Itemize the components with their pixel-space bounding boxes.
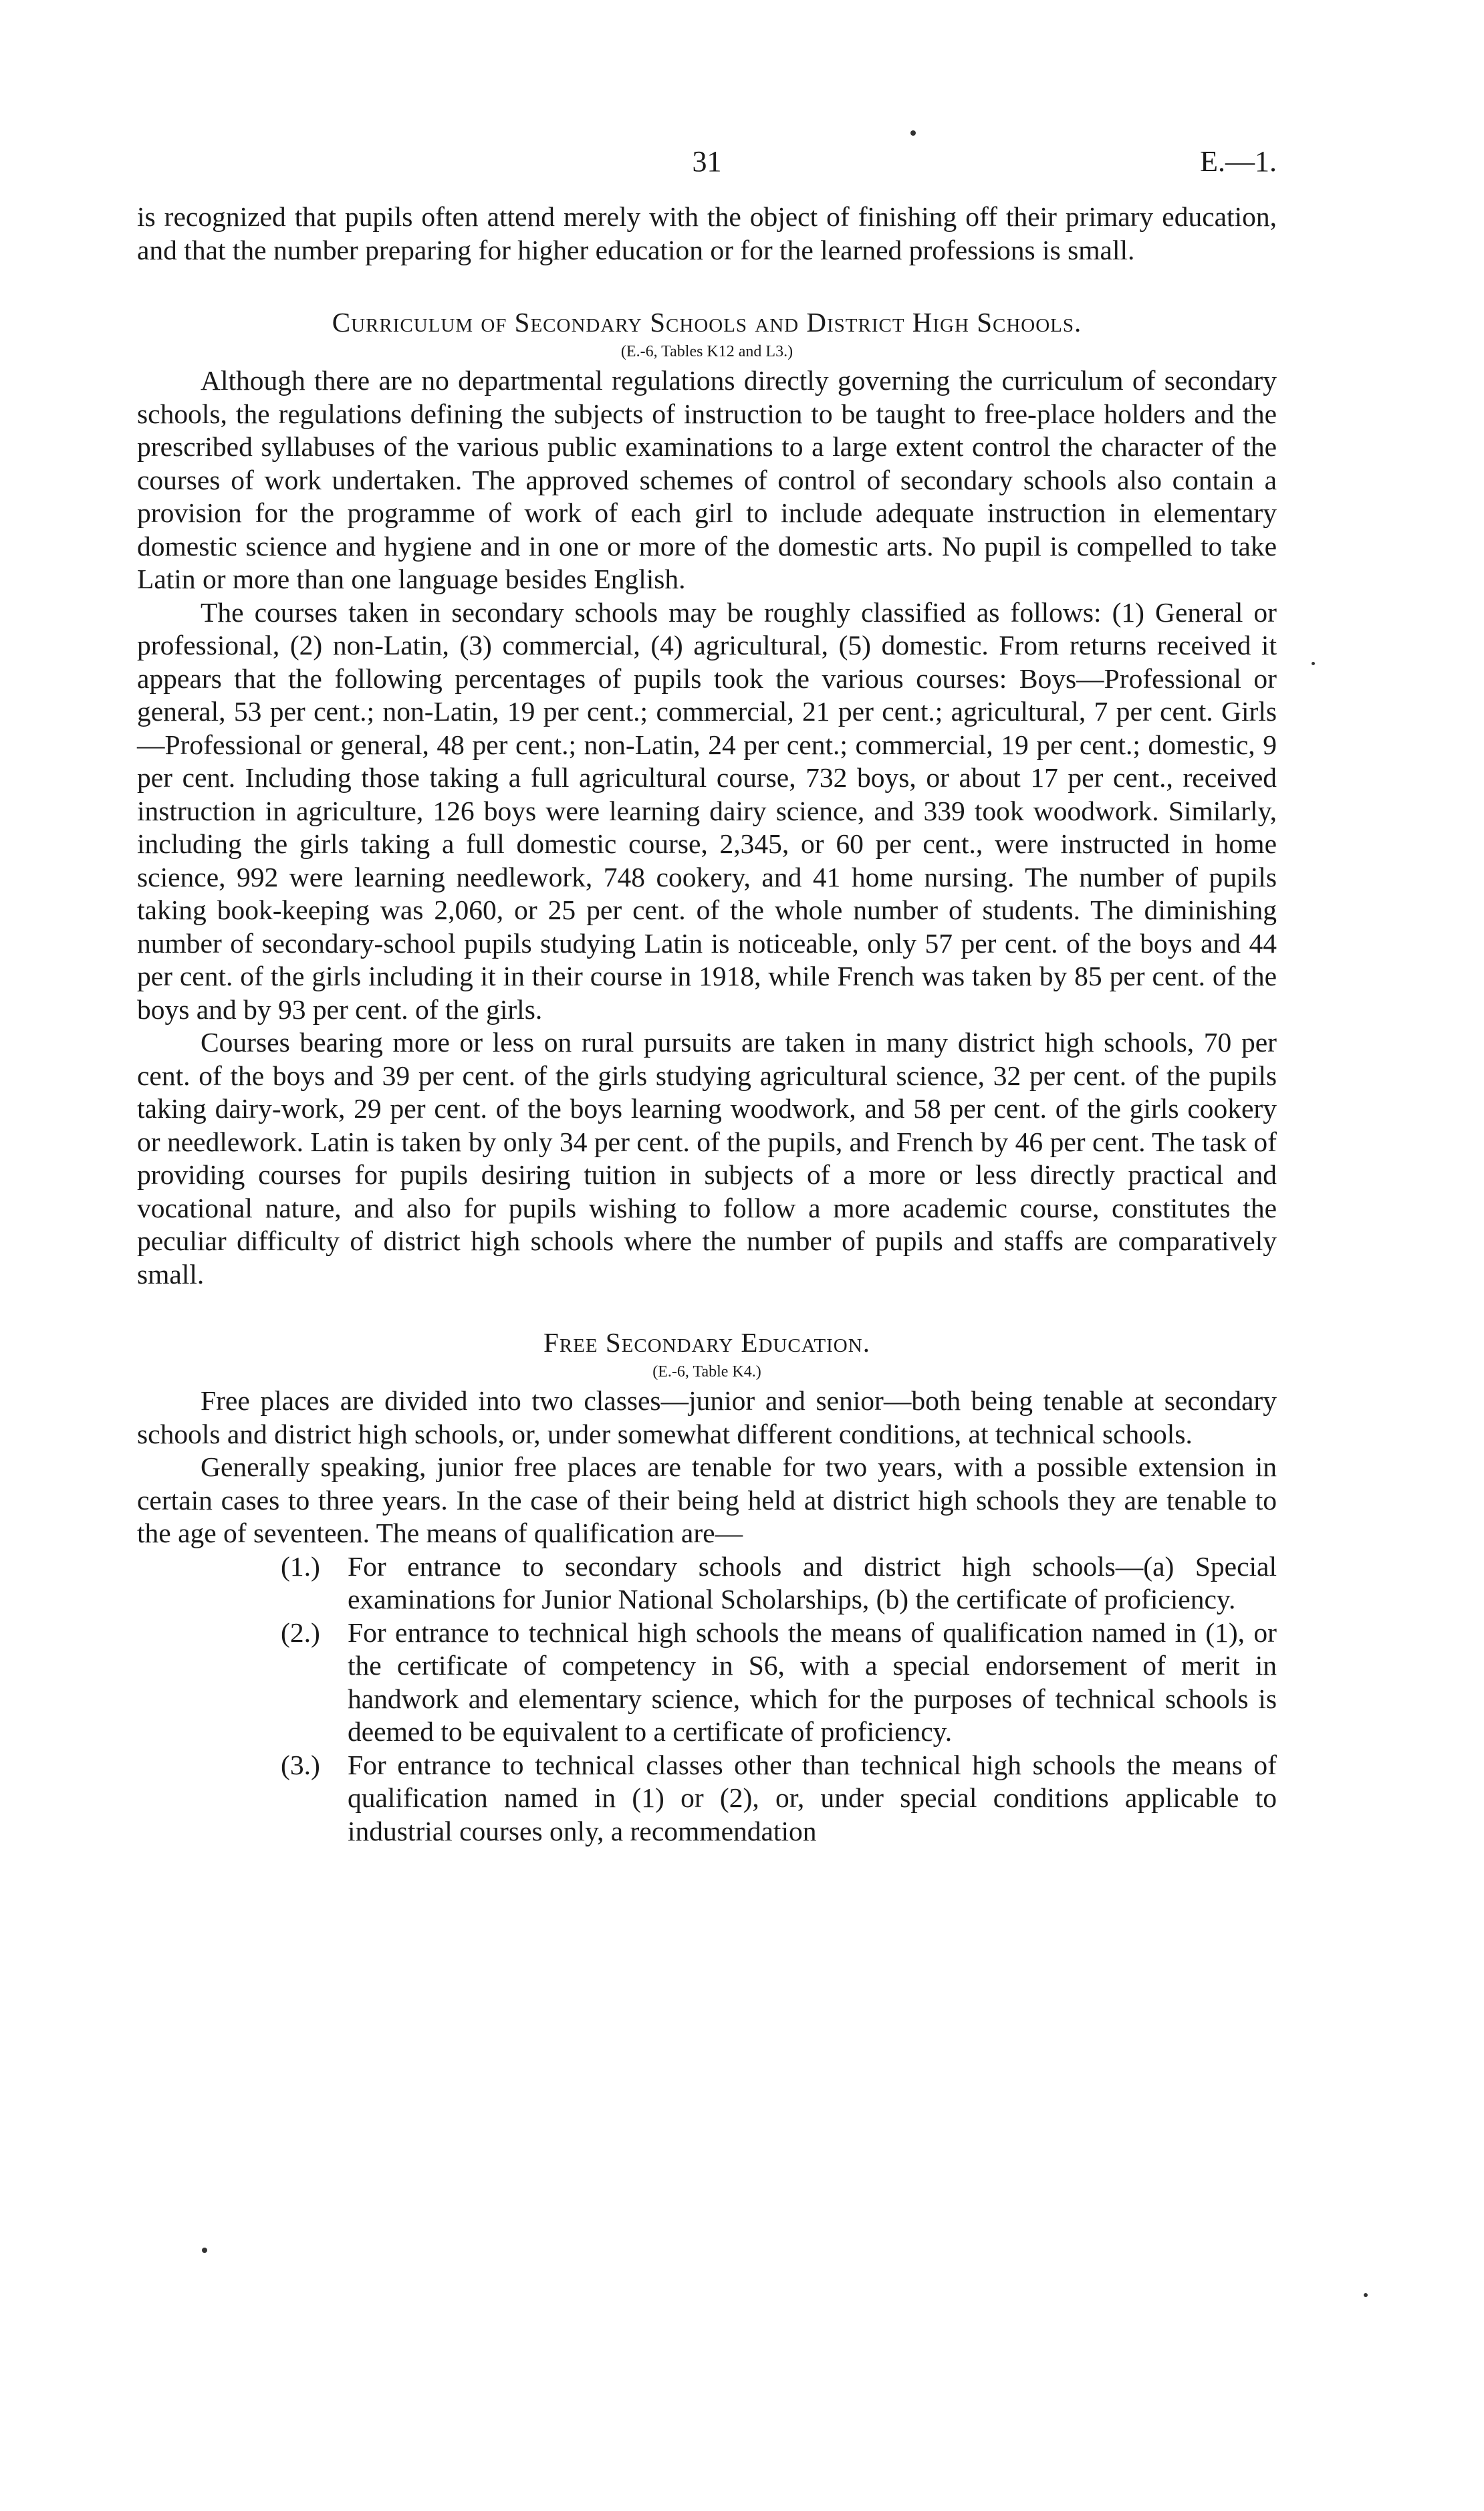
qualification-item bbox=[281, 1617, 1277, 1749]
free-education-section-reference: (E.-6, Table K4.) bbox=[652, 1363, 761, 1381]
qualification-item-text: For entrance to secondary schools and district high schools—(a) Special examinations for Junior National Scholarships, (b) the certificate of proficiency. bbox=[348, 1550, 1277, 1615]
qualification-item-text: For entrance to technical classes other than technical high schools the means of qualification named in (1) or (2), or, under special conditions applicable to industrial courses only, a recommendation bbox=[348, 1749, 1277, 1846]
curriculum-section-reference: (E.-6, Tables K12 and L3.) bbox=[620, 343, 793, 360]
page-body bbox=[137, 201, 1277, 1848]
scan-speck bbox=[202, 2248, 207, 2253]
page-number: 31 bbox=[692, 145, 722, 178]
curriculum-paragraph-3: Courses bearing more or less on rural pursuits are taken in many district high schools, 70 per cent. of the boys and 39 per cent. of the girls studying agricultural science, 32 per cent. of the pupils taking dairy-work, 29 per cent. of the boys learning woodwork, and 58 per cent. of the girls cookery or needlework. Latin is taken by only 34 per cent. of the pupils, and French by 46 per cent. The task of providing courses for pupils desiring tuition in subjects of a more or less directly practical and vocational nature, and also for pupils wishing to follow a more academic course, constitutes the peculiar difficulty of district high schools where the number of pupils and staffs are comparatively small. bbox=[137, 1027, 1277, 1290]
qualification-item-text: For entrance to technical high schools the means of qualification named in (1), or the certificate of competency in S6, with a special endorsement of merit in handwork and elementary science, which for the purposes of technical schools is deemed to be equivalent to a certificate of proficiency. bbox=[348, 1617, 1277, 1747]
document-reference: E.—1. bbox=[1200, 145, 1277, 178]
qualification-item bbox=[281, 1550, 1277, 1617]
qualification-item-number: (3.) bbox=[281, 1749, 320, 1780]
free-education-paragraph-2: Generally speaking, junior free places are tenable for two years, with a possible extension in certain cases to three years. In the case of their being held at district high schools they are tenable to the age of seventeen. The means of qualification are— bbox=[137, 1451, 1277, 1548]
intro-paragraph: is recognized that pupils often attend merely with the object of finishing off their primary education, and that the number preparing for higher education or for the learned professions is small. bbox=[137, 201, 1277, 265]
scan-speck bbox=[1364, 2293, 1368, 2297]
qualification-item-number: (2.) bbox=[281, 1617, 320, 1648]
free-education-section-title: Free Secondary Education. bbox=[543, 1327, 870, 1358]
qualification-item-number: (1.) bbox=[281, 1550, 320, 1582]
free-education-paragraph-1: Free places are divided into two classes—junior and senior—both being tenable at secondary schools and district high schools, or, under somewhat different conditions, at technical schools. bbox=[137, 1385, 1277, 1449]
curriculum-section-title: Curriculum of Secondary Schools and District High Schools. bbox=[332, 307, 1082, 338]
scan-speck bbox=[910, 130, 916, 136]
curriculum-paragraph-1: Although there are no departmental regulations directly governing the curriculum of secondary schools, the regulations defining the subjects of instruction to be taught to free-place holders and the prescribed syllabuses of the various public examinations to a large extent control the character of the courses of work undertaken. The approved schemes of control of secondary schools also contain a provision for the programme of work of each girl to include adequate instruction in elementary domestic science and hygiene and in one or more of the domestic arts. No pupil is compelled to take Latin or more than one language besides English. bbox=[137, 365, 1277, 594]
curriculum-paragraph-2: The courses taken in secondary schools may be roughly classified as follows: (1) General or professional, (2) non-Latin, (3) commercial, (4) agricultural, (5) domestic. From returns received it appears that the following percentages of pupils took the various courses: Boys—Professional or general, 53 per cent.; non-Latin, 19 per cent.; commercial, 21 per cent.; agricultural, 7 per cent. Girls—Professional or general, 48 per cent.; non-Latin, 24 per cent.; commercial, 19 per cent.; domestic, 9 per cent. Including those taking a full agricultural course, 732 boys, or about 17 per cent., received instruction in agriculture, 126 boys were learning dairy science, and 339 took woodwork. Similarly, including the girls taking a full domestic course, 2,345, or 60 per cent., were instructed in home science, 992 were learning needlework, 748 cookery, and 41 home nursing. The number of pupils taking book-keeping was 2,060, or 25 per cent. of the whole number of students. The diminishing number of secondary-school pupils studying Latin is noticeable, only 57 per cent. of the boys and 44 per cent. of the girls including it in their course in 1918, while French was taken by 85 per cent. of the boys and by 93 per cent. of the girls. bbox=[137, 596, 1277, 1025]
scan-speck bbox=[1312, 662, 1315, 665]
qualification-item bbox=[281, 1749, 1277, 1848]
page-header bbox=[137, 142, 1277, 189]
